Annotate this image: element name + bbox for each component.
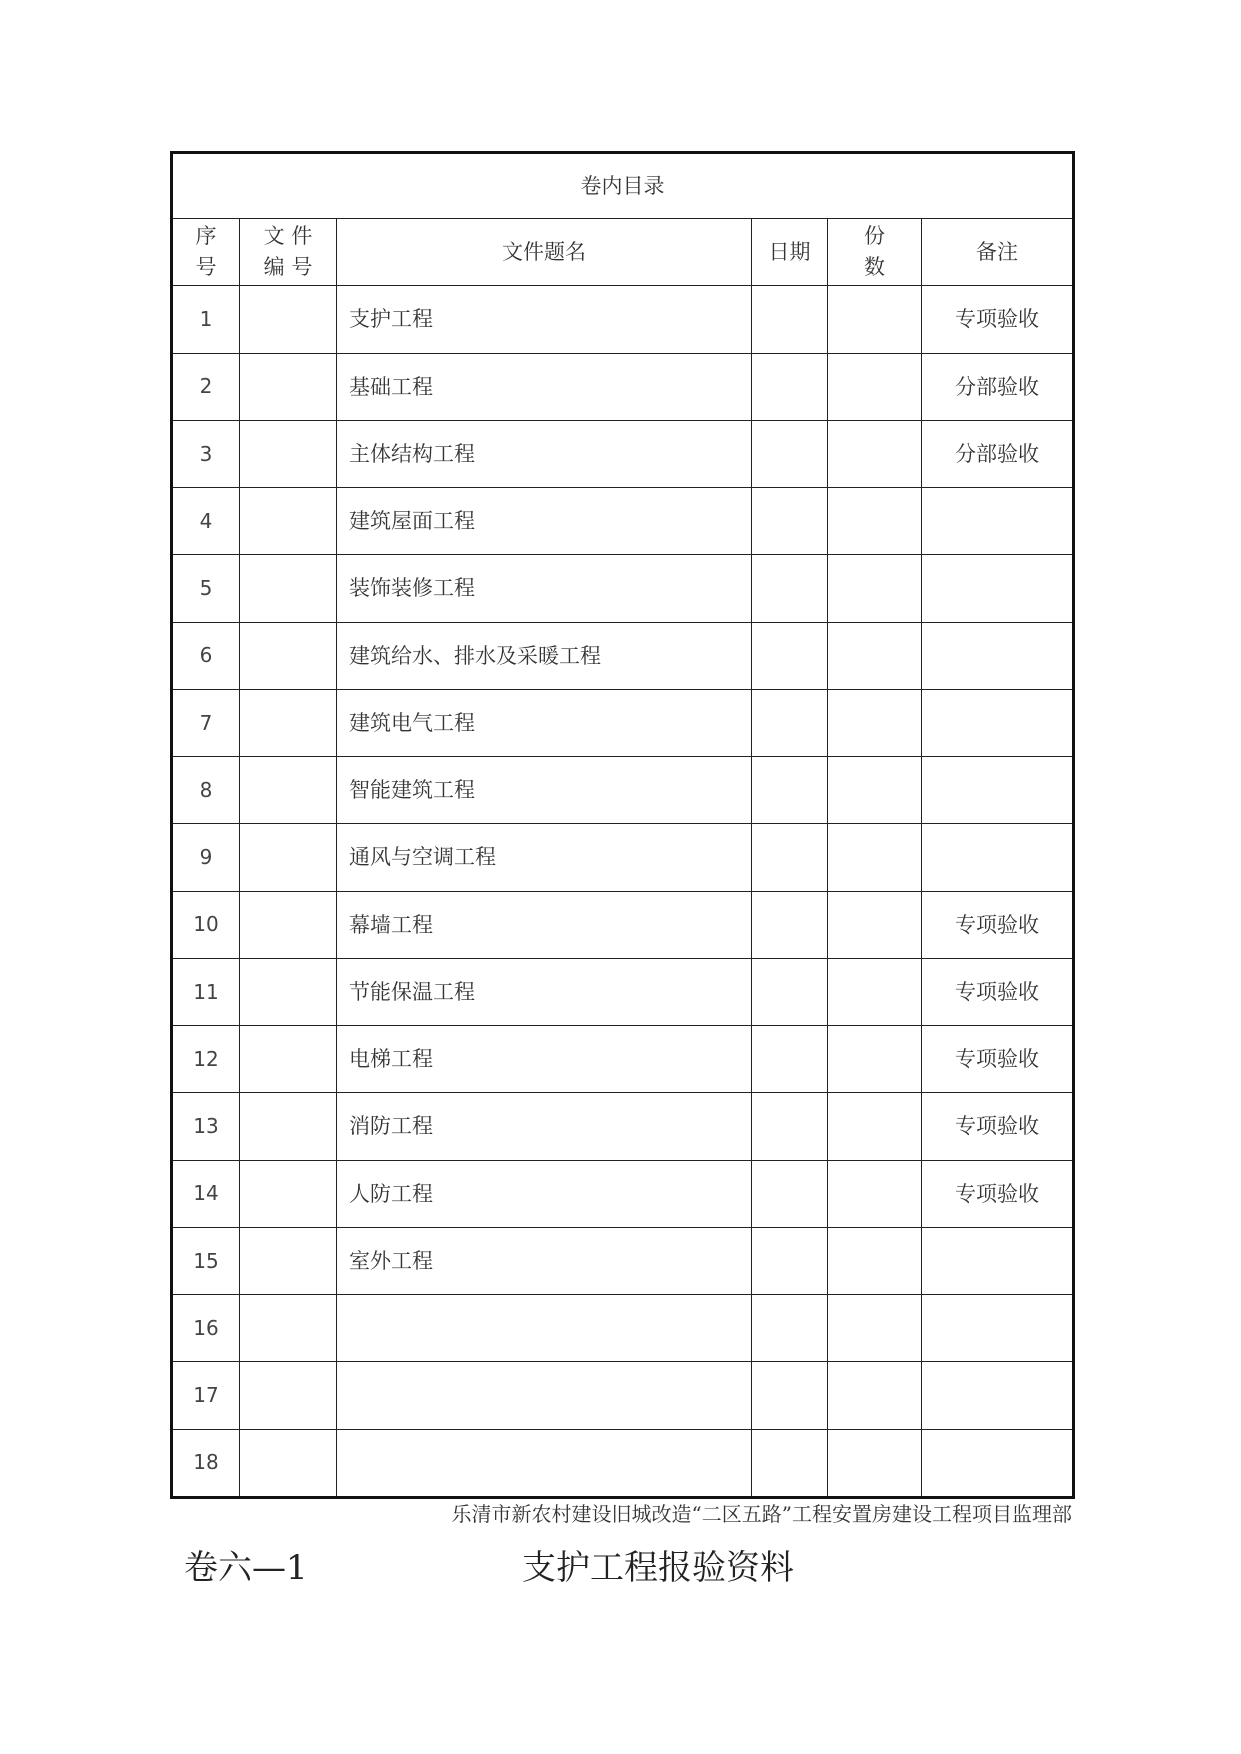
row-doc-number (240, 1362, 337, 1429)
row-copies (828, 488, 922, 555)
header-docno (240, 219, 337, 286)
table-row (172, 555, 1074, 622)
row-copies (828, 1295, 922, 1362)
row-copies (828, 757, 922, 824)
row-date (752, 1026, 828, 1093)
row-number: 4 (172, 488, 240, 555)
row-doc-number (240, 488, 337, 555)
row-remark: 专项验收 (922, 1160, 1074, 1227)
row-title (337, 1362, 752, 1429)
row-number: 17 (172, 1362, 240, 1429)
row-title: 基础工程 (337, 353, 752, 420)
row-title: 支护工程 (337, 286, 752, 353)
row-doc-number (240, 1160, 337, 1227)
header-seq-line1: 序 (195, 223, 217, 248)
row-remark (922, 1295, 1074, 1362)
row-doc-number (240, 824, 337, 891)
row-doc-number (240, 689, 337, 756)
table-row (172, 689, 1074, 756)
row-number: 1 (172, 286, 240, 353)
row-remark: 专项验收 (922, 958, 1074, 1025)
row-remark: 分部验收 (922, 353, 1074, 420)
row-doc-number (240, 286, 337, 353)
header-docno-line1: 文 件 (263, 223, 313, 248)
row-date (752, 1160, 828, 1227)
header-copies (828, 219, 922, 286)
header-seq-line2: 号 (195, 255, 217, 280)
table-title-row (172, 153, 1074, 219)
row-title: 建筑屋面工程 (337, 488, 752, 555)
row-copies (828, 1160, 922, 1227)
row-number: 12 (172, 1026, 240, 1093)
row-doc-number (240, 1026, 337, 1093)
row-number: 10 (172, 891, 240, 958)
row-date (752, 824, 828, 891)
table-row (172, 958, 1074, 1025)
table-row (172, 1362, 1074, 1429)
row-number: 2 (172, 353, 240, 420)
row-copies (828, 958, 922, 1025)
row-remark (922, 1227, 1074, 1294)
row-doc-number (240, 958, 337, 1025)
row-date (752, 622, 828, 689)
row-remark (922, 757, 1074, 824)
row-date (752, 1093, 828, 1160)
row-doc-number (240, 1227, 337, 1294)
row-date (752, 1227, 828, 1294)
row-title: 建筑电气工程 (337, 689, 752, 756)
table-row (172, 757, 1074, 824)
table-row (172, 824, 1074, 891)
row-number: 11 (172, 958, 240, 1025)
row-remark: 专项验收 (922, 1093, 1074, 1160)
row-title: 主体结构工程 (337, 420, 752, 487)
row-number: 7 (172, 689, 240, 756)
table-row (172, 891, 1074, 958)
row-number: 13 (172, 1093, 240, 1160)
row-doc-number (240, 1093, 337, 1160)
row-remark (922, 1429, 1074, 1497)
table-row (172, 1295, 1074, 1362)
row-title: 建筑给水、排水及采暖工程 (337, 622, 752, 689)
row-copies (828, 555, 922, 622)
row-date (752, 689, 828, 756)
row-number: 9 (172, 824, 240, 891)
table-row (172, 488, 1074, 555)
table-row (172, 1093, 1074, 1160)
header-seq (172, 219, 240, 286)
row-copies (828, 1227, 922, 1294)
row-number: 18 (172, 1429, 240, 1497)
row-number: 5 (172, 555, 240, 622)
row-title (337, 1295, 752, 1362)
table-row (172, 286, 1074, 353)
row-date (752, 1362, 828, 1429)
table-title: 卷内目录 (172, 153, 1074, 219)
row-remark (922, 1362, 1074, 1429)
row-title: 装饰装修工程 (337, 555, 752, 622)
row-date (752, 555, 828, 622)
row-remark: 专项验收 (922, 1026, 1074, 1093)
row-date (752, 958, 828, 1025)
row-copies (828, 1026, 922, 1093)
table-header-row (172, 219, 1074, 286)
row-doc-number (240, 1295, 337, 1362)
row-number: 15 (172, 1227, 240, 1294)
row-copies (828, 286, 922, 353)
row-date (752, 488, 828, 555)
row-date (752, 1295, 828, 1362)
toc-table (170, 151, 1075, 1499)
row-copies (828, 1362, 922, 1429)
row-title: 室外工程 (337, 1227, 752, 1294)
row-number: 3 (172, 420, 240, 487)
row-date (752, 353, 828, 420)
row-copies (828, 824, 922, 891)
row-copies (828, 891, 922, 958)
table-row (172, 420, 1074, 487)
row-doc-number (240, 1429, 337, 1497)
row-remark: 分部验收 (922, 420, 1074, 487)
row-copies (828, 689, 922, 756)
header-doc-title: 文件题名 (337, 219, 752, 286)
row-remark (922, 488, 1074, 555)
footer-organization: 乐清市新农村建设旧城改造“二区五路”工程安置房建设工程项目监理部 (451, 1502, 1072, 1526)
row-title (337, 1429, 752, 1497)
row-copies (828, 622, 922, 689)
row-remark: 专项验收 (922, 891, 1074, 958)
row-title: 节能保温工程 (337, 958, 752, 1025)
row-date (752, 1429, 828, 1497)
header-docno-line2: 编 号 (263, 255, 313, 280)
row-title: 电梯工程 (337, 1026, 752, 1093)
row-doc-number (240, 757, 337, 824)
row-remark (922, 689, 1074, 756)
row-date (752, 420, 828, 487)
row-copies (828, 1093, 922, 1160)
row-title: 人防工程 (337, 1160, 752, 1227)
row-copies (828, 420, 922, 487)
row-number: 16 (172, 1295, 240, 1362)
table-row (172, 353, 1074, 420)
row-number: 6 (172, 622, 240, 689)
row-number: 8 (172, 757, 240, 824)
row-remark (922, 555, 1074, 622)
table-row (172, 1429, 1074, 1497)
table-row (172, 622, 1074, 689)
row-title: 智能建筑工程 (337, 757, 752, 824)
row-number: 14 (172, 1160, 240, 1227)
row-date (752, 286, 828, 353)
row-doc-number (240, 420, 337, 487)
row-title: 通风与空调工程 (337, 824, 752, 891)
row-copies (828, 1429, 922, 1497)
header-copies-line1: 份 (864, 223, 885, 248)
header-remarks: 备注 (922, 219, 1074, 286)
header-copies-line2: 数 (864, 255, 885, 280)
row-date (752, 757, 828, 824)
table-row (172, 1026, 1074, 1093)
row-remark: 专项验收 (922, 286, 1074, 353)
row-doc-number (240, 555, 337, 622)
volume-label: 卷六—1 (184, 1548, 308, 1588)
table-row (172, 1160, 1074, 1227)
volume-title: 支护工程报验资料 (522, 1548, 794, 1588)
row-copies (828, 353, 922, 420)
header-date: 日期 (752, 219, 828, 286)
row-title: 幕墙工程 (337, 891, 752, 958)
row-doc-number (240, 891, 337, 958)
row-date (752, 891, 828, 958)
row-doc-number (240, 353, 337, 420)
row-remark (922, 622, 1074, 689)
row-doc-number (240, 622, 337, 689)
table-row (172, 1227, 1074, 1294)
row-title: 消防工程 (337, 1093, 752, 1160)
row-remark (922, 824, 1074, 891)
